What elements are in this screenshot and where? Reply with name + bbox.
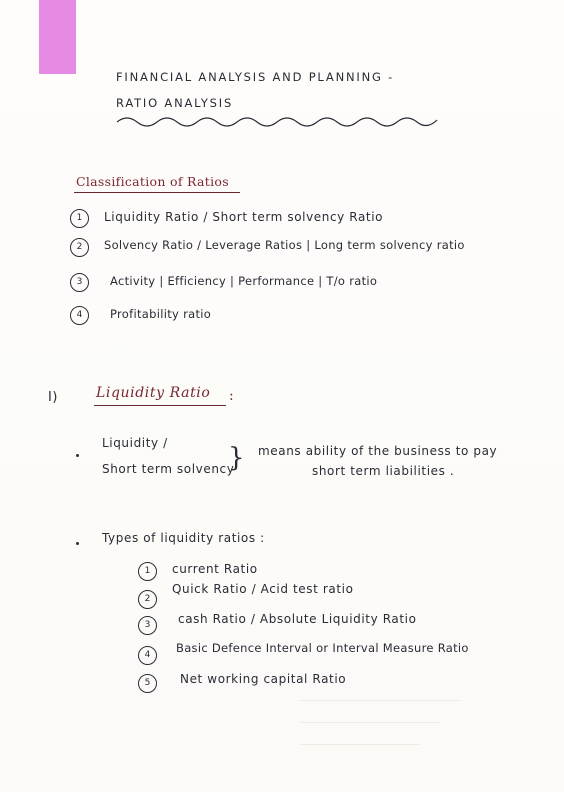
- ratio-type: cash Ratio / Absolute Liquidity Ratio: [178, 612, 417, 626]
- bullet: [76, 542, 79, 545]
- ratio-type: current Ratio: [172, 562, 258, 576]
- definition-term: Short term solvency: [102, 462, 235, 476]
- page-heading: FINANCIAL ANALYSIS AND PLANNING -: [116, 70, 395, 84]
- page-subheading: RATIO ANALYSIS: [116, 96, 234, 110]
- ratio-type: Quick Ratio / Acid test ratio: [172, 582, 354, 596]
- list-number: 3: [138, 616, 157, 635]
- definition-term: Liquidity /: [102, 436, 168, 450]
- classification-underline: [74, 192, 240, 193]
- section-title: Liquidity Ratio: [96, 385, 211, 401]
- classification-item: Solvency Ratio / Leverage Ratios | Long term solvency ratio: [104, 238, 465, 252]
- list-number: 2: [70, 238, 89, 257]
- bleed-through-line: [300, 744, 420, 745]
- list-number: 4: [138, 646, 157, 665]
- section-title-underline: [94, 405, 226, 406]
- list-number: 1: [70, 209, 89, 228]
- ratio-type: Net working capital Ratio: [180, 672, 347, 686]
- pink-page-tab: [39, 0, 76, 74]
- classification-title: Classification of Ratios: [76, 174, 229, 189]
- ratio-type: Basic Defence Interval or Interval Measure Ratio: [176, 641, 469, 655]
- bleed-through-line: [300, 700, 460, 701]
- definition-meaning: means ability of the business to pay: [258, 444, 498, 458]
- list-number: 5: [138, 674, 157, 693]
- brace: }: [228, 443, 245, 473]
- section-number: I): [48, 390, 59, 405]
- bleed-through-line: [300, 722, 440, 723]
- classification-item: Liquidity Ratio / Short term solvency Ratio: [104, 210, 384, 224]
- wavy-underline: [115, 112, 445, 130]
- list-number: 3: [70, 273, 89, 292]
- section-title-colon: :: [229, 388, 235, 404]
- list-number: 4: [70, 306, 89, 325]
- types-title: Types of liquidity ratios :: [102, 531, 265, 545]
- definition-meaning: short term liabilities .: [312, 464, 455, 478]
- list-number: 1: [138, 562, 157, 581]
- list-number: 2: [138, 590, 157, 609]
- bullet: [76, 454, 79, 457]
- classification-item: Activity | Efficiency | Performance | T/o ratio: [110, 274, 378, 288]
- classification-item: Profitability ratio: [110, 307, 212, 321]
